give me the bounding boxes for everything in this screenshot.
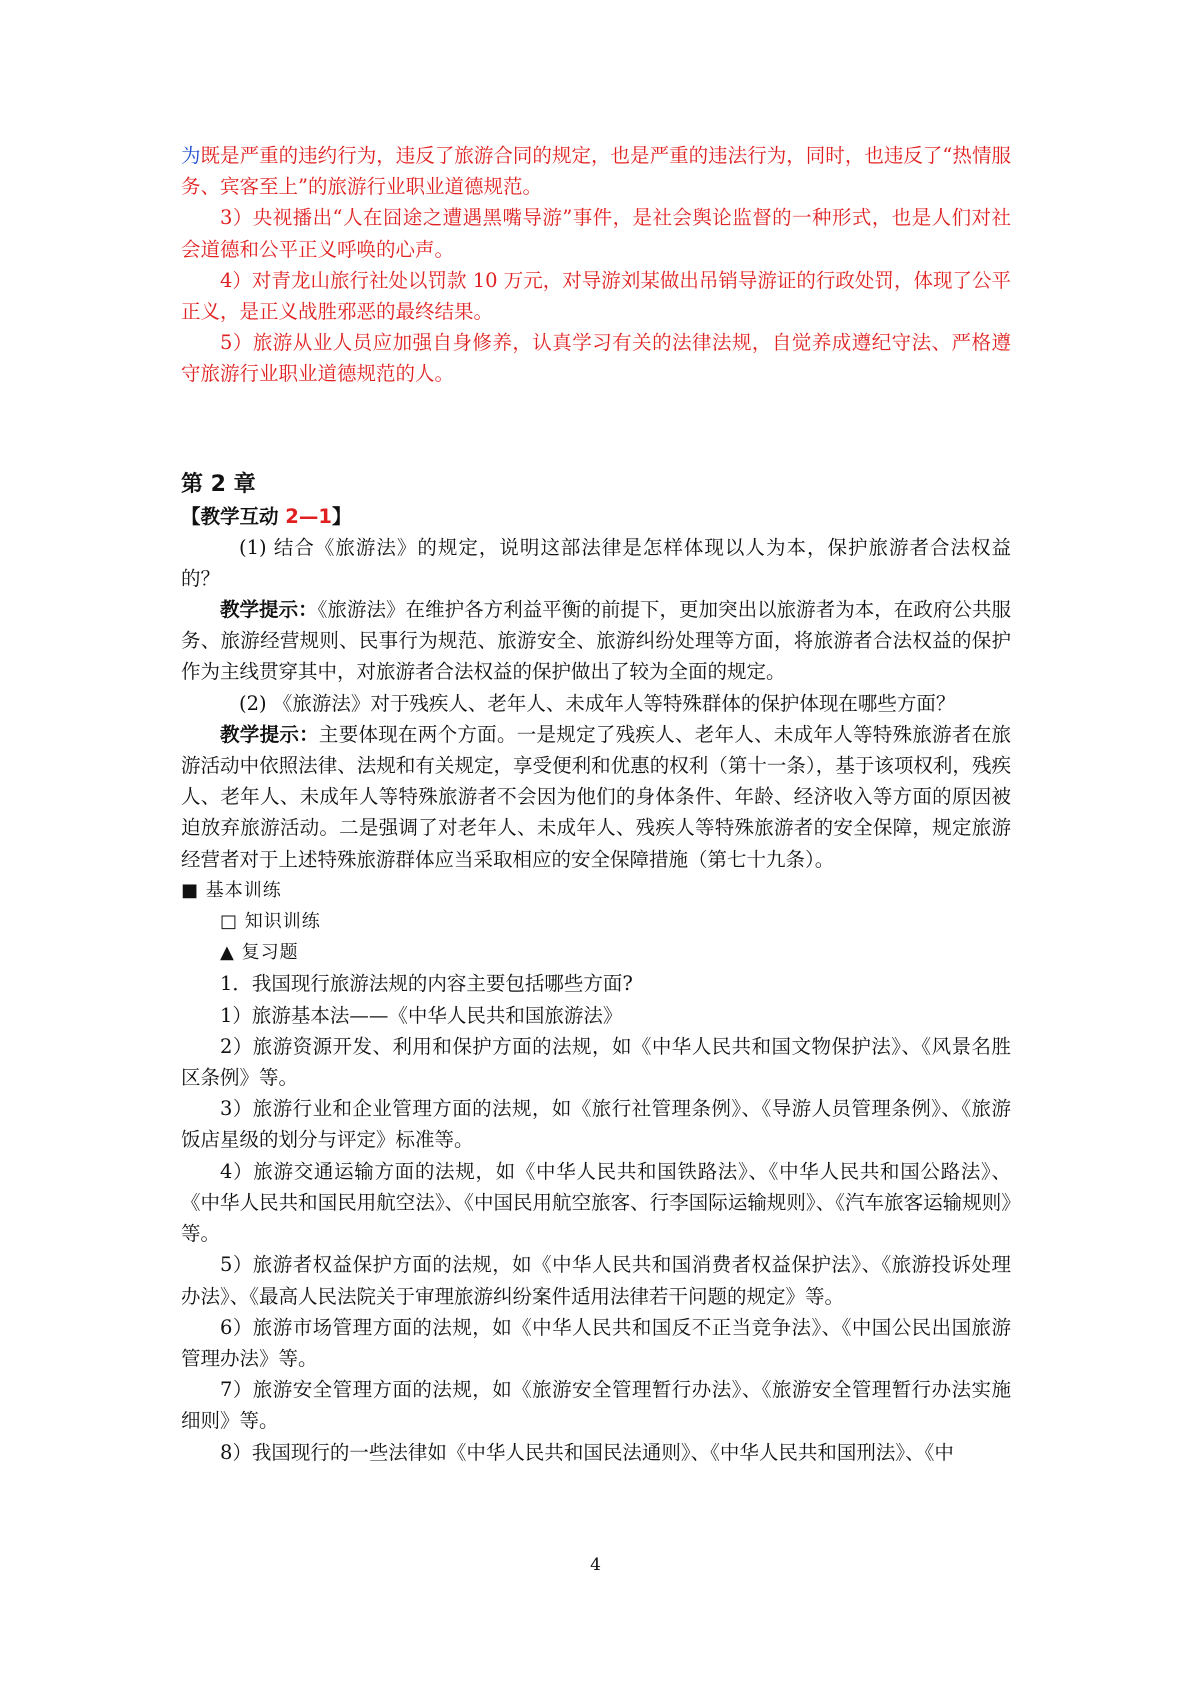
red-paragraph-4: 5）旅游从业人员应加强自身修养，认真学习有关的法律法规，自觉养成遵纪守法、严格遵守旅游行业职业道德规范的人。 [181, 331, 1011, 386]
knowledge-training-heading: □ 知识训练 [220, 911, 321, 933]
red-paragraph-3: 4）对青龙山旅行社处以罚款 10 万元，对导游刘某做出吊销导游证的行政处罚，体现了公平正义，是正义战胜邪恶的最终结果。 [181, 268, 1011, 324]
answer-item: 5）旅游者权益保护方面的法规，如《中华人民共和国消费者权益保护法》、《旅游投诉处理办法》、《最高人民法院关于审理旅游纠纷案件适用法律若干问题的规定》等。 [181, 1253, 1011, 1308]
answer-item: 8）我国现行的一些法律如《中华人民共和国民法通则》、《中华人民共和国刑法》、《中 [220, 1440, 954, 1464]
red-paragraph-1 [181, 140, 1011, 202]
review-question-1: 1．我国现行旅游法规的内容主要包括哪些方面? [220, 972, 633, 996]
review-questions-heading: ▲ 复习题 [220, 942, 299, 964]
heading-close: 】 [331, 504, 352, 528]
red-paragraph-2: 3）央视播出“人在囧途之遭遇黑嘴导游”事件，是社会舆论监督的一种形式，也是人们对社会道德和公平正义呼唤的心声。 [181, 206, 1011, 261]
hint-label: 教学提示： [220, 722, 319, 746]
answer-item: 7）旅游安全管理方面的法规，如《旅游安全管理暂行办法》、《旅游安全管理暂行办法实施细则》等。 [181, 1378, 1011, 1433]
answer-item: 1）旅游基本法——《中华人民共和国旅游法》 [220, 1003, 623, 1027]
basic-training-heading: ■ 基本训练 [181, 879, 282, 901]
teaching-interaction-heading [181, 502, 1011, 532]
heading-open: 【教学互动 [181, 504, 286, 528]
paragraph-text: 既是严重的违约行为，违反了旅游合同的规定，也是严重的违法行为，同时，也违反了“热情服务、宾客至上”的旅游行业职业道德规范。 [181, 144, 1011, 199]
page-number: 4 [590, 1555, 601, 1575]
question-2: (2) 《旅游法》对于残疾人、老年人、未成年人等特殊群体的保护体现在哪些方面？ [239, 691, 956, 715]
paragraph-lead-char: 为 [181, 144, 201, 167]
question-1: (1) 结合《旅游法》的规定，说明这部法律是怎样体现以人为本，保护旅游者合法权益的？ [181, 535, 1011, 590]
teaching-hint-2 [181, 719, 1011, 875]
answer-item: 2）旅游资源开发、利用和保护方面的法规，如《中华人民共和国文物保护法》、《风景名胜区条例》等。 [181, 1034, 1011, 1090]
chapter-title: 第 2 章 [181, 471, 256, 497]
hint-text: 《旅游法》在维护各方利益平衡的前提下，更加突出以旅游者为本，在政府公共服务、旅游经营规则、民事行为规范、旅游安全、旅游纠纷处理等方面，将旅游者合法权益的保护作为主线贯穿其中，对旅游者合法权益的保护做出了较为全面的规定。 [181, 598, 1011, 684]
hint-text: 主要体现在两个方面。一是规定了残疾人、老年人、未成年人等特殊旅游者在旅游活动中依照法律、法规和有关规定，享受便利和优惠的权利（第十一条），基于该项权利，残疾人、老年人、未成年人等特殊旅游者不会因为他们的身体条件、年龄、经济收入等方面的原因被迫放弃旅游活动。二是强调了对老年人、未成年人、残疾人等特殊旅游者的安全保障，规定旅游经营者对于上述特殊旅游群体应当采取相应的安全保障措施（第七十九条）。 [181, 722, 1011, 871]
teaching-hint-1 [181, 594, 1011, 688]
hint-label: 教学提示： [220, 598, 318, 622]
answer-item: 3）旅游行业和企业管理方面的法规，如《旅行社管理条例》、《导游人员管理条例》、《旅游饭店星级的划分与评定》标准等。 [181, 1097, 1011, 1152]
document-page [181, 140, 1011, 1468]
answer-item: 6）旅游市场管理方面的法规，如《中华人民共和国反不正当竞争法》、《中国公民出国旅游管理办法》等。 [181, 1315, 1011, 1370]
answer-item: 4）旅游交通运输方面的法规，如《中华人民共和国铁路法》、《中华人民共和国公路法》、《中华人民共和国民用航空法》、《中国民用航空旅客、行李国际运输规则》、《汽车旅客运输规则》等。 [181, 1159, 1011, 1246]
heading-number: 2—1 [285, 504, 332, 528]
